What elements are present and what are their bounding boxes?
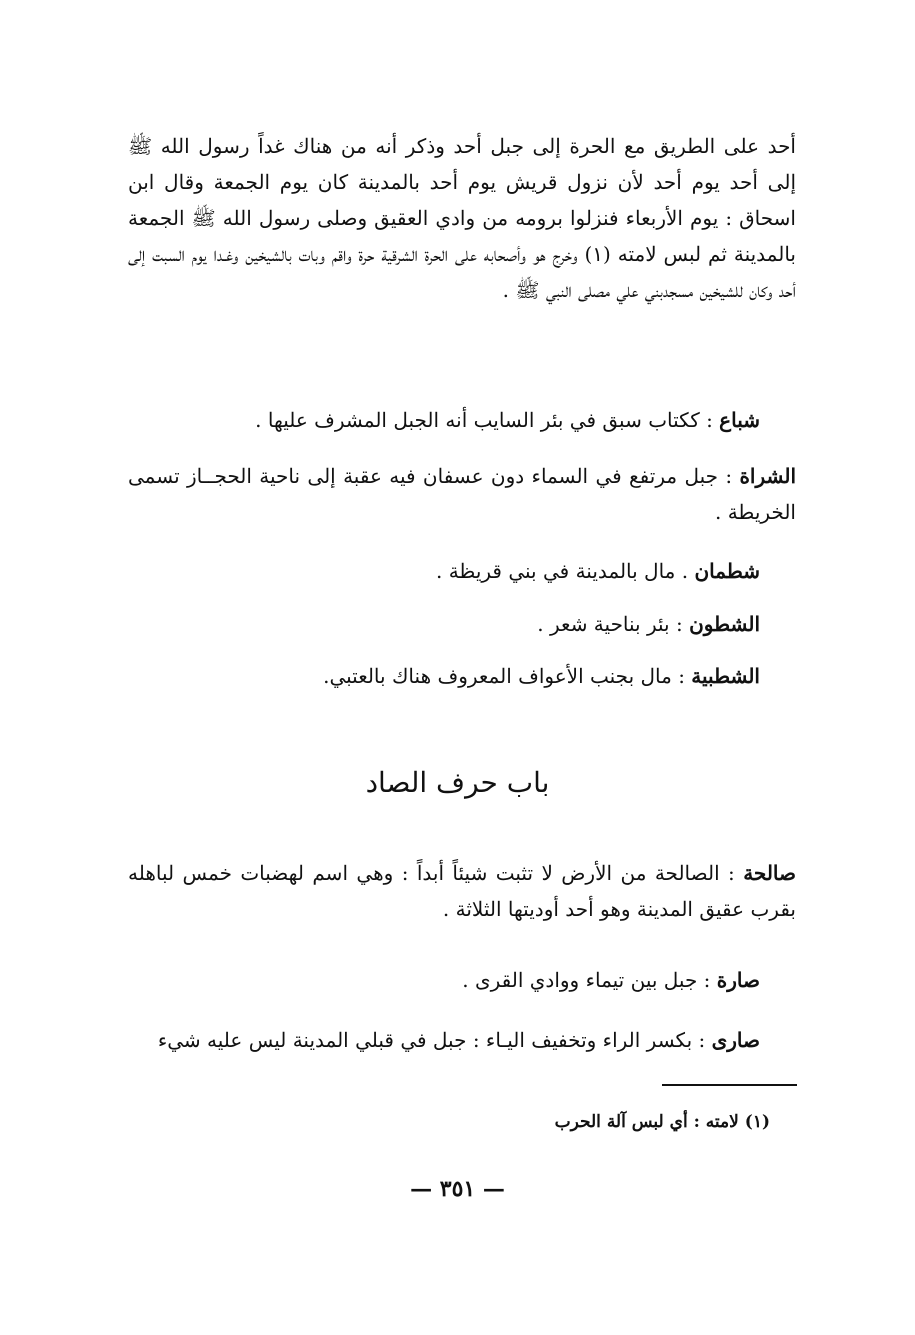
page-number: — ٣٥١ — — [410, 1176, 505, 1202]
entry-text: . مال بالمدينة في بني قريظة . — [435, 559, 695, 583]
entry-text: : بكسر الراء وتخفيف اليـاء : جبل في قبلي المدينة ليس عليه شيء — [157, 1028, 712, 1052]
entry-sara-2 — [128, 1022, 760, 1058]
entry-text: : مال بجنب الأعواف المعروف هناك بالعتبي. — [323, 664, 692, 688]
entry-alshatun — [128, 606, 760, 642]
entry-shiba — [128, 402, 760, 438]
footnote-divider — [662, 1084, 797, 1086]
entry-head: الشطون — [689, 612, 760, 636]
intro-paragraph: أحد على الطريق مع الحرة إلى جبل أحد وذكر أنه من هناك غداً رسول الله ﷺ إلى أحد يوم أحد لأن نزول قريش يوم أحد بالمدينة كان يوم الجمعة وقال ابن اسحاق : يوم الأربعاء فنزلوا برومه من وادي العقيق وصلى رسول الله ﷺ الجمعة بالمدينة ثم لبس لامته (١) وخرج هو وأصحابه على الحرة الشرقية حرة واقم وبات بالشيخين وغـدا يوم السبت إلى أحد وكان للشيخين مسجدبني علي مصلى النبي ﷺ . — [128, 134, 796, 302]
entry-text: : جبل مرتفع في السماء دون عسفان فيه عقبة إلى ناحية الحجــاز تسمى الخريطة . — [128, 464, 796, 524]
entry-alshurah — [128, 458, 796, 530]
entry-alshatbiya — [128, 658, 760, 694]
entry-text: : جبل بين تيماء ووادي القرى . — [462, 968, 717, 992]
entry-saliha — [128, 855, 796, 927]
entry-head: صارة — [716, 968, 760, 992]
entry-head: الشطبية — [691, 664, 760, 688]
entry-text: : ككتاب سبق في بئر السايب أنه الجبل المشرف عليها . — [255, 408, 720, 432]
entry-head: شباع — [719, 408, 760, 432]
entry-head: صالحة — [743, 861, 796, 885]
entry-head: صارى — [711, 1028, 760, 1052]
entry-text: : الصالحة من الأرض لا تثبت شيئاً أبداً : وهي اسم لهضبات خمس لباهله بقرب عقيق المدينة وهو أحد أوديتها الثلاثة . — [128, 861, 796, 921]
entry-head: الشراة — [739, 464, 796, 488]
entry-sara — [128, 962, 760, 998]
entry-text: : بئر بناحية شعر . — [537, 612, 690, 636]
section-title: باب حرف الصاد — [365, 766, 550, 799]
entry-head: شطمان — [694, 559, 760, 583]
entry-shatman — [128, 553, 760, 589]
footnote: (١) لامته : أي لبس آلة الحرب — [554, 1112, 770, 1132]
